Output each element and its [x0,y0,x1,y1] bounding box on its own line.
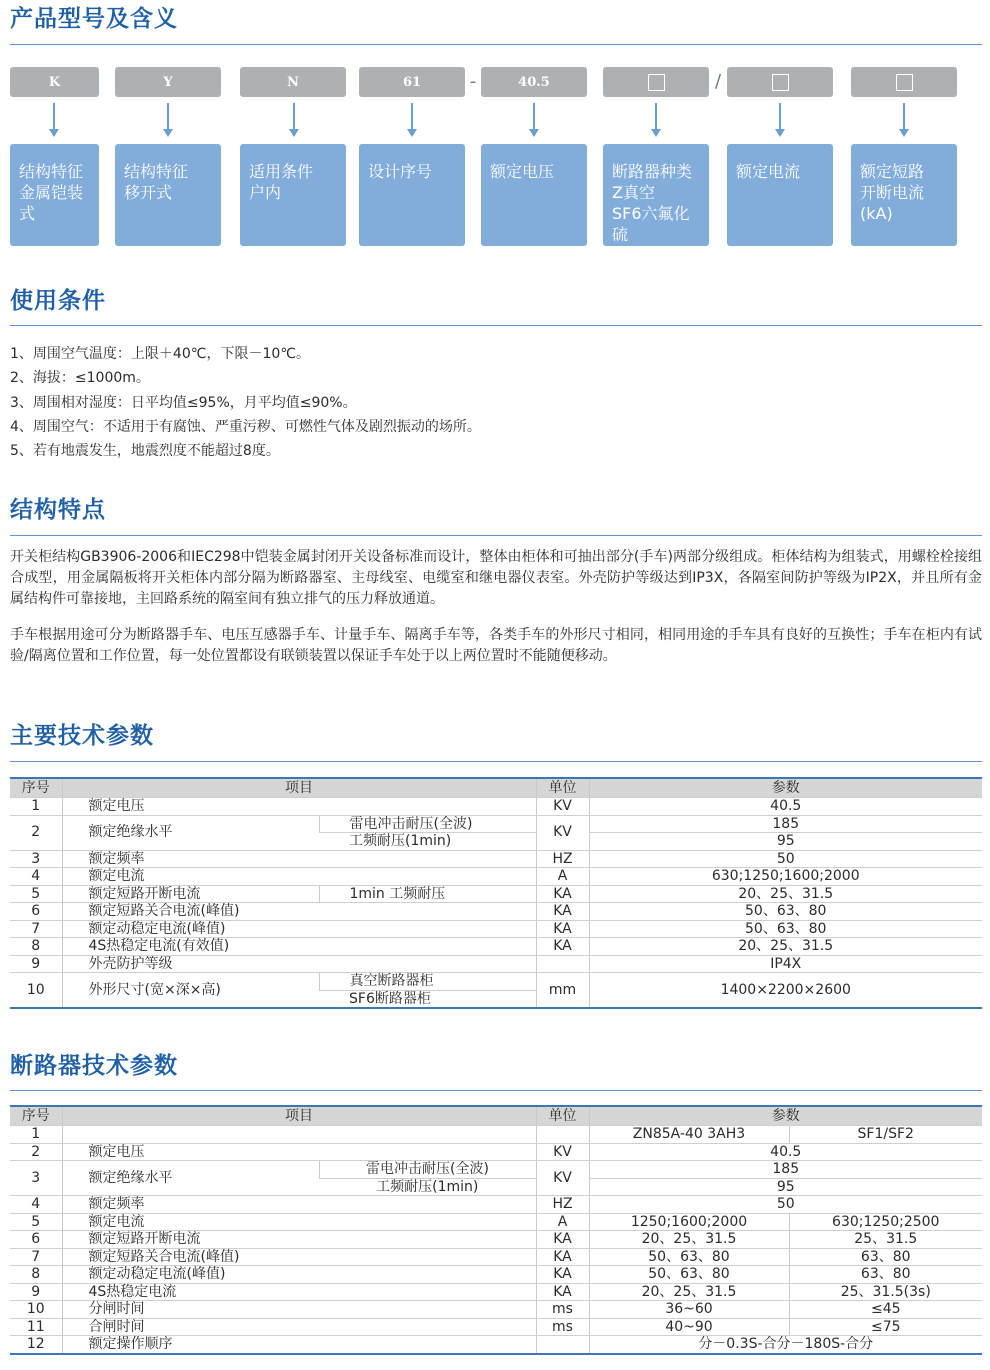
cell-value: 185 [589,1161,982,1179]
cell-value: 40.5 [589,1143,982,1161]
cell-no: 6 [10,903,62,921]
cell-value: 50、63、80 [589,920,982,938]
cell-unit: A [536,868,589,886]
cell-value: IP4X [589,955,982,973]
condition-item: 1、周围空气温度：上限＋40℃，下限－10℃。 [10,346,310,362]
header-item: 项目 [62,1106,536,1126]
cell-value-b: 25、31.5 [789,1231,982,1249]
table-row [10,868,982,886]
cell-value-a: 40~90 [589,1318,789,1336]
cell-value-a: 50、63、80 [589,1266,789,1284]
cell-no: 4 [10,868,62,886]
cell-no: 9 [10,955,62,973]
table-row [10,1248,982,1266]
cell-no: 7 [10,920,62,938]
header-param: 参数 [589,778,982,798]
cell-value: 50 [589,1196,982,1214]
desc-box-structure-armored: 结构特征 金属铠装 式 [10,144,99,246]
section-rule [10,1090,982,1091]
table-row [10,1336,982,1354]
table-row [10,885,982,903]
cell-item: 额定短路关合电流(峰值) [62,903,536,921]
cell-unit: KV [536,815,589,850]
cell-unit: KA [536,885,589,903]
code-box-k [10,67,99,97]
code-label: Y [163,74,173,90]
table-row [10,920,982,938]
cell-no: 7 [10,1248,62,1266]
cell-item: 4S热稳定电流 [62,1283,536,1301]
cell-no: 11 [10,1318,62,1336]
cell-subitem: 雷电冲击耐压(全波) [319,1161,536,1179]
cell-item: 外壳防护等级 [62,955,536,973]
header-unit: 单位 [536,1106,589,1126]
section-title-structure: 结构特点 [10,497,106,523]
code-box-short-circuit [851,67,957,97]
cell-value-b: 63、80 [789,1248,982,1266]
section-title-model: 产品型号及含义 [10,6,178,32]
header-item: 项目 [62,778,536,798]
table-row [10,1213,982,1231]
cell-unit: ms [536,1318,589,1336]
cell-value-a: 50、63、80 [589,1248,789,1266]
cell-unit: KA [536,938,589,956]
cell-unit: KA [536,1266,589,1284]
desc-box-rated-voltage: 额定电压 [481,144,587,246]
code-box-61 [359,67,465,97]
cell-unit: HZ [536,1196,589,1214]
structure-paragraph: 开关柜结构GB3906-2006和IEC298中铠装金属封闭开关设备标准而设计，整体由柜体和可抽出部分(手车)两部分级组成。柜体结构为组装式，用螺栓栓接组合成型，用金属隔板将开关柜体内部分隔为断路器室、主母线室、电缆室和继电器仪表室。外壳防护等级达到IP3X，各隔室间防护等级为IP2X，并且所有金属结构件可靠接地，主回路系统的隔室间有独立排气的压力释放通道。 [10,549,982,607]
cell-item: 额定电压 [62,798,536,816]
cell-unit: KV [536,798,589,816]
breaker-params-table [10,1105,982,1355]
cell-value: 40.5 [589,798,982,816]
section-title-breaker-params: 断路器技术参数 [10,1053,178,1079]
table-row [10,798,982,816]
cell-unit: mm [536,973,589,1009]
code-box-voltage [481,67,587,97]
cell-value: 20、25、31.5 [589,938,982,956]
condition-item: 4、周围空气：不适用于有腐蚀、严重污秽、可燃性气体及剧烈振动的场所。 [10,419,481,435]
desc-box-indoor: 适用条件 户内 [240,144,346,246]
placeholder-square-icon [772,74,789,91]
cell-no: 10 [10,973,62,1009]
table-row [10,938,982,956]
code-separator-dash: - [469,71,477,92]
cell-value-b: ≤45 [789,1301,982,1319]
cell-value: 50、63、80 [589,903,982,921]
cell-subitem: 真空断路器柜 [319,973,536,991]
cell-unit: KA [536,1248,589,1266]
cell-item: 额定电流 [62,1213,536,1231]
cell-unit: A [536,1213,589,1231]
cell-value-b: 25、31.5(3s) [789,1283,982,1301]
table-row [10,1318,982,1336]
table-row [10,1196,982,1214]
cell-subitem: 1min 工频耐压 [319,885,536,903]
header-unit: 单位 [536,778,589,798]
cell-unit: KA [536,1231,589,1249]
cell-value-b: SF1/SF2 [789,1126,982,1144]
code-box-current [727,67,833,97]
cell-unit [536,955,589,973]
section-title-conditions: 使用条件 [10,288,106,314]
table-row [10,1143,982,1161]
cell-item: 额定短路开断电流 [62,1231,536,1249]
cell-value-a: ZN85A-40 3AH3 [589,1126,789,1144]
cell-no: 6 [10,1231,62,1249]
cell-no: 8 [10,938,62,956]
cell-value-a: 20、25、31.5 [589,1283,789,1301]
cell-item: 外形尺寸(宽×深×高) [62,973,319,1009]
arrow-down-icon [650,103,662,139]
cell-unit: ms [536,1301,589,1319]
cell-value-b: ≤75 [789,1318,982,1336]
table-header-row [10,778,982,798]
cell-no: 2 [10,1143,62,1161]
cell-item: 额定动稳定电流(峰值) [62,920,536,938]
cell-no: 10 [10,1301,62,1319]
cell-value-a: 1250;1600;2000 [589,1213,789,1231]
cell-subitem: 雷电冲击耐压(全波) [319,815,536,833]
table-row [10,815,982,833]
desc-box-rated-current: 额定电流 [727,144,833,246]
cell-item: 额定电压 [62,1143,536,1161]
cell-no: 9 [10,1283,62,1301]
section-rule [10,761,982,762]
condition-item: 2、海拔：≤1000m。 [10,370,150,386]
cell-item: 分闸时间 [62,1301,536,1319]
cell-item: 额定动稳定电流(峰值) [62,1266,536,1284]
condition-item: 5、若有地震发生，地震烈度不能超过8度。 [10,443,280,459]
header-param: 参数 [589,1106,982,1126]
cell-value-b: 630;1250;2500 [789,1213,982,1231]
cell-item: 合闸时间 [62,1318,536,1336]
cell-item: 额定频率 [62,1196,536,1214]
cell-unit: KV [536,1143,589,1161]
placeholder-square-icon [648,74,665,91]
cell-item: 额定短路开断电流 [62,885,319,903]
cell-unit: KV [536,1161,589,1196]
desc-box-breaker-type: 断路器种类 Z真空 SF6六氟化 硫 [603,144,709,246]
cell-value: 630;1250;1600;2000 [589,868,982,886]
arrow-down-icon [898,103,910,139]
cell-unit [536,1336,589,1354]
cell-item: 额定绝缘水平 [62,1161,319,1196]
cell-value: 分－0.3S-合分－180S-合分 [589,1336,982,1354]
cell-subitem: 工频耐压(1min) [319,1178,536,1196]
cell-item: 额定短路关合电流(峰值) [62,1248,536,1266]
condition-item: 3、周围相对湿度：日平均值≤95%，月平均值≤90%。 [10,395,357,411]
code-label: K [48,74,61,90]
cell-no: 8 [10,1266,62,1284]
cell-value: 185 [589,815,982,833]
section-rule [10,535,982,536]
cell-value: 50 [589,850,982,868]
arrow-down-icon [774,103,786,139]
table-row [10,1161,982,1179]
arrow-down-icon [48,103,60,139]
cell-unit: KA [536,920,589,938]
code-box-y [115,67,221,97]
cell-subitem: 工频耐压(1min) [319,833,536,851]
cell-no: 12 [10,1336,62,1354]
table-header-row [10,1106,982,1126]
table-row [10,955,982,973]
table-row [10,1301,982,1319]
cell-no: 5 [10,1213,62,1231]
cell-no: 5 [10,885,62,903]
cell-item: 额定电流 [62,868,536,886]
table-row [10,1266,982,1284]
arrow-down-icon [406,103,418,139]
cell-value-b: 63、80 [789,1266,982,1284]
cell-value: 20、25、31.5 [589,885,982,903]
cell-value: 1400×2200×2600 [589,973,982,1009]
arrow-down-icon [162,103,174,139]
cell-no: 3 [10,850,62,868]
cell-value: 95 [589,1178,982,1196]
cell-value-a: 36~60 [589,1301,789,1319]
cell-item [62,1126,536,1144]
table-row [10,973,982,991]
cell-unit: HZ [536,850,589,868]
cell-no: 3 [10,1161,62,1196]
placeholder-square-icon [896,74,913,91]
header-no: 序号 [10,778,62,798]
code-label: 40.5 [518,74,550,90]
code-box-n [240,67,346,97]
code-label: N [287,74,299,90]
cell-value: 95 [589,833,982,851]
table-row [10,850,982,868]
code-separator-slash: / [714,71,722,92]
cell-unit: KA [536,1283,589,1301]
structure-paragraph: 手车根据用途可分为断路器手车、电压互感器手车、计量手车、隔离手车等，各类手车的外形尺寸相同，相同用途的手车具有良好的互换性；手车在柜内有试验/隔离位置和工作位置，每一处位置都设有联锁装置以保证手车处于以上两位置时不能随便移动。 [10,627,982,664]
table-row [10,1283,982,1301]
arrow-down-icon [528,103,540,139]
cell-item: 4S热稳定电流(有效值) [62,938,536,956]
arrow-down-icon [288,103,300,139]
cell-item: 额定频率 [62,850,536,868]
header-no: 序号 [10,1106,62,1126]
section-title-main-params: 主要技术参数 [10,723,154,749]
main-params-table [10,777,982,1009]
cell-value-a: 20、25、31.5 [589,1231,789,1249]
desc-box-short-circuit-current: 额定短路 开断电流 (kA) [851,144,957,246]
table-row [10,903,982,921]
cell-subitem: SF6断路器柜 [319,990,536,1008]
desc-box-design-no: 设计序号 [359,144,465,246]
code-label: 61 [402,74,422,90]
cell-no: 1 [10,798,62,816]
section-rule [10,325,982,326]
desc-box-structure-withdrawable: 结构特征 移开式 [115,144,221,246]
cell-item: 额定绝缘水平 [62,815,319,850]
cell-no: 2 [10,815,62,850]
cell-no: 4 [10,1196,62,1214]
table-row [10,1126,982,1144]
code-box-breaker [603,67,709,97]
cell-no: 1 [10,1126,62,1144]
cell-unit: KA [536,903,589,921]
section-rule [10,44,982,45]
cell-unit [536,1126,589,1144]
cell-item: 额定操作顺序 [62,1336,536,1354]
table-row [10,1231,982,1249]
